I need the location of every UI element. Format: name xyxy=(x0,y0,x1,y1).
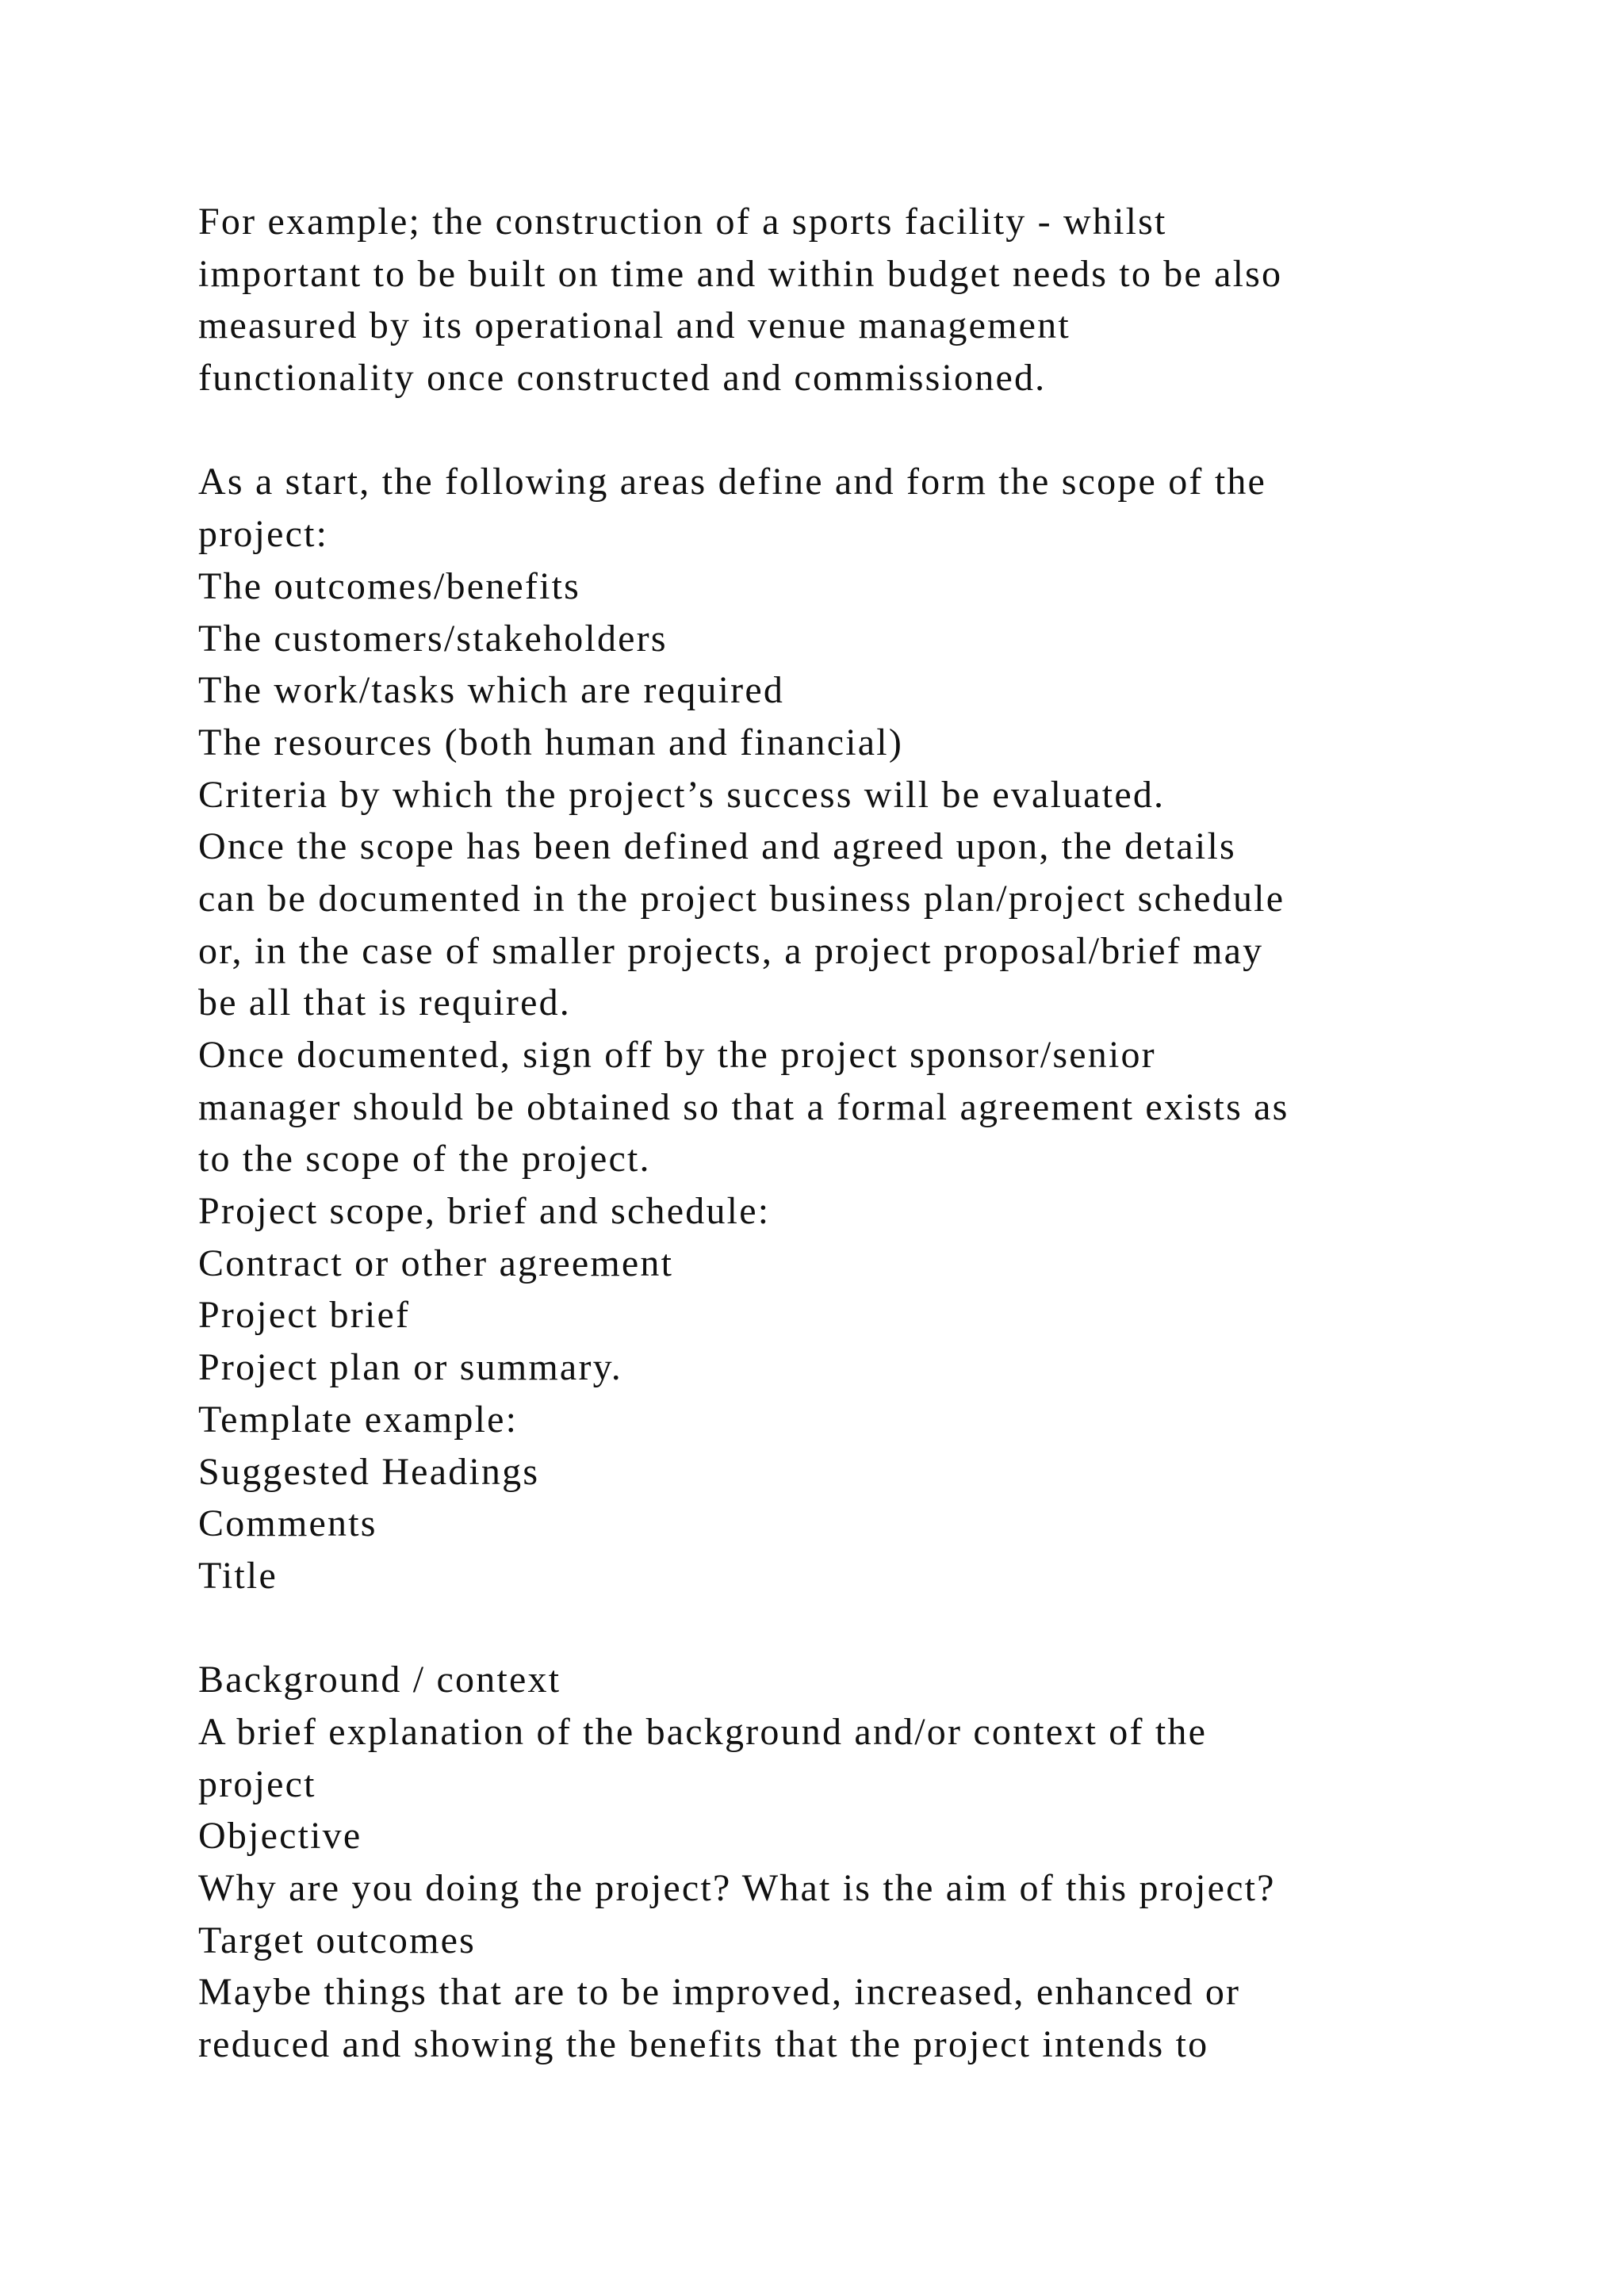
text-line: Objective xyxy=(198,1815,362,1858)
text-line: The work/tasks which are required xyxy=(198,669,785,712)
text-line: As a start, the following areas define and form the scope of the xyxy=(198,461,1267,503)
text-line: Why are you doing the project? What is the aim of this project? xyxy=(198,1867,1276,1909)
document-text xyxy=(198,196,1546,2071)
text-line: Title xyxy=(198,1554,278,1597)
text-line: Once documented, sign off by the project sponsor/senior xyxy=(198,1034,1156,1076)
text-line: Target outcomes xyxy=(198,1919,476,1961)
text-line: For example; the construction of a sports facility - whilst xyxy=(198,201,1167,243)
text-line: manager should be obtained so that a formal agreement exists as xyxy=(198,1085,1289,1128)
text-line: can be documented in the project business plan/project schedule xyxy=(198,877,1285,920)
text-line: Project brief xyxy=(198,1294,411,1337)
text-line: The outcomes/benefits xyxy=(198,564,581,607)
text-line: Criteria by which the project’s success will be evaluated. xyxy=(198,773,1166,816)
text-line: be all that is required. xyxy=(198,982,571,1024)
text-line: Once the scope has been defined and agreed upon, the details xyxy=(198,825,1236,868)
text-line: Template example: xyxy=(198,1398,519,1441)
text-line: Comments xyxy=(198,1502,377,1545)
text-line: Suggested Headings xyxy=(198,1450,540,1493)
text-line: The customers/stakeholders xyxy=(198,617,668,660)
text-line: reduced and showing the benefits that the project intends to xyxy=(198,2023,1209,2066)
blank-line xyxy=(198,404,1546,457)
text-line: Contract or other agreement xyxy=(198,1242,674,1284)
text-line: Project plan or summary. xyxy=(198,1346,622,1389)
text-line: The resources (both human and financial) xyxy=(198,721,904,763)
text-line: Background / context xyxy=(198,1659,561,1701)
text-line: project xyxy=(198,1762,316,1805)
text-line: Maybe things that are to be improved, increased, enhanced or xyxy=(198,1971,1241,2014)
blank-line xyxy=(198,1602,1546,1655)
text-line: A brief explanation of the background and/or context of the xyxy=(198,1710,1208,1753)
text-line: measured by its operational and venue management xyxy=(198,304,1071,347)
text-line: to the scope of the project. xyxy=(198,1138,651,1181)
text-line: important to be built on time and within budget needs to be also xyxy=(198,252,1283,295)
text-line: Project scope, brief and schedule: xyxy=(198,1190,771,1233)
text-line: or, in the case of smaller projects, a project proposal/brief may xyxy=(198,929,1264,972)
text-line: functionality once constructed and commissioned. xyxy=(198,357,1047,400)
text-line: project: xyxy=(198,513,329,556)
